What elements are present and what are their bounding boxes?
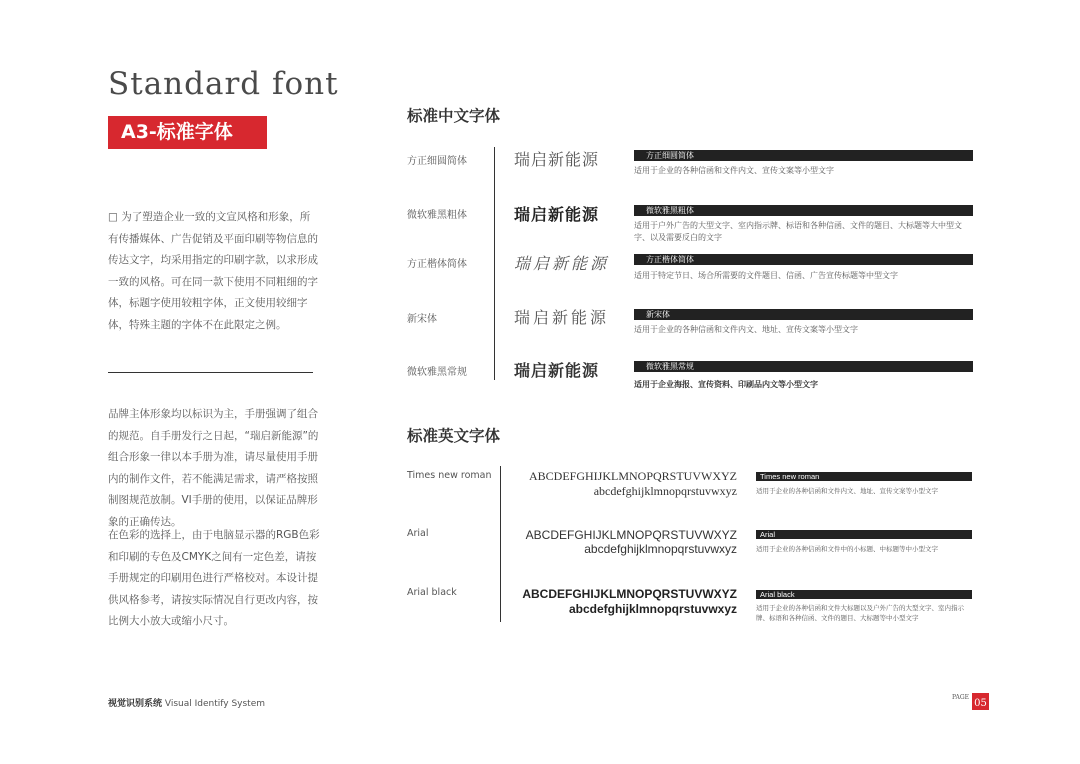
en-bar-1: Times new roman (756, 472, 972, 481)
color-paragraph: 在色彩的选择上，由于电脑显示器的RGB色彩和印刷的专色及CMYK之间有一定色差，请按手册规定的印刷用色进行严格校对。本设计提供风格参考，请按实际情况自行更改内容，按比例大小放大或缩小尺寸。 (108, 529, 320, 627)
en-sample-lower-1: abcdefghijklmnopqrstuvwxyz (593, 484, 737, 498)
footer-en: Visual Identify System (164, 699, 266, 709)
en-sample-lower-2: abcdefghijklmnopqrstuvwxyz (584, 542, 737, 556)
cn-desc-4: 适用于企业的各种信函和文件内文、地址、宣传文案等小型文字 (634, 325, 858, 334)
cn-bar-5: 微软雅黑常规 (634, 361, 973, 372)
cn-sample-2: 瑞启新能源 (514, 205, 600, 224)
cn-font-name-5: 微软雅黑常规 (407, 367, 467, 378)
cn-bar-3: 方正楷体简体 (634, 254, 973, 265)
en-sample-upper-3: ABCDEFGHIJKLMNOPQRSTUVWXYZ (522, 587, 737, 601)
cn-sample-3: 瑞启新能源 (514, 254, 610, 273)
cn-desc-5: 适用于企业海报、宣传资料、印刷品内文等小型文字 (634, 380, 818, 389)
english-vertical-line (500, 466, 501, 622)
cn-desc-2: 适用于户外广告的大型文字、室内指示牌、标语和各种信函、文件的题目、大标题等大中型文字、以及需要反白的文字 (634, 221, 962, 242)
en-font-name-3: Arial black (407, 587, 457, 598)
cn-desc-1: 适用于企业的各种信函和文件内文、宣传文案等小型文字 (634, 166, 834, 175)
cn-font-name-4: 新宋体 (407, 314, 437, 325)
en-desc-1: 适用于企业的各种信函和文件内文、地址、宣传文案等小型文字 (756, 487, 938, 495)
cn-bar-2: 微软雅黑粗体 (634, 205, 973, 216)
en-font-name-2: Arial (407, 528, 429, 539)
en-desc-3: 适用于企业的各种信函和文件大标题以及户外广告的大型文字、室内指示牌、标语和各种信函、文件的题目、大标题等中小型文字 (756, 604, 964, 622)
cn-font-name-3: 方正楷体简体 (407, 259, 467, 270)
cn-sample-1: 瑞启新能源 (514, 150, 600, 169)
page-title-en: Standard font (108, 66, 339, 102)
en-sample-upper-1: ABCDEFGHIJKLMNOPQRSTUVWXYZ (528, 469, 737, 483)
cn-sample-4: 瑞启新能源 (514, 308, 610, 327)
en-bar-2: Arial (756, 530, 972, 539)
intro-paragraph: □ 为了塑造企业一致的文宣风格和形象，所有传播媒体、广告促销及平面印刷等物信息的传达文字，均采用指定的印刷字款，以求形成一致的风格。可在同一款下使用不同粗细的字体，标题字使用较粗字体，正文使用较细字体，特殊主题的字体不在此限定之例。 (108, 211, 318, 331)
cn-font-name-1: 方正细圆简体 (407, 156, 467, 167)
en-desc-2: 适用于企业的各种信函和文件中的小标题、中标题等中小型文字 (756, 545, 938, 553)
footer-label (108, 696, 265, 709)
cn-font-name-2: 微软雅黑粗体 (407, 210, 467, 221)
english-section-title: 标准英文字体 (407, 427, 501, 445)
en-sample-upper-2: ABCDEFGHIJKLMNOPQRSTUVWXYZ (525, 528, 737, 542)
left-divider (108, 372, 313, 373)
section-badge: A3-标准字体 (108, 116, 267, 149)
en-font-name-1: Times new roman (407, 470, 492, 481)
cn-desc-3: 适用于特定节日、场合所需要的文件题目、信函、广告宣传标题等中型文字 (634, 271, 898, 280)
footer-cn: 视觉识别系统 (108, 699, 163, 709)
en-bar-3: Arial black (756, 590, 972, 599)
cn-sample-5: 瑞启新能源 (514, 361, 600, 380)
page-label: PAGE (952, 694, 969, 701)
en-sample-lower-3: abcdefghijklmnopqrstuvwxyz (568, 602, 737, 616)
page-number: 05 (972, 693, 989, 710)
cn-bar-4: 新宋体 (634, 309, 973, 320)
brand-paragraph: 品牌主体形象均以标识为主，手册强调了组合的规范。自手册发行之日起，“瑞启新能源”的组合形象一律以本手册为准，请尽量使用手册内的制作文件，若不能满足需求，请严格按照制图规范放制。VI手册的使用，以保证品牌形象的正确传达。 (108, 408, 319, 528)
cn-bar-1: 方正细圆简体 (634, 150, 973, 161)
chinese-section-title: 标准中文字体 (407, 107, 501, 125)
chinese-vertical-line (494, 147, 495, 380)
